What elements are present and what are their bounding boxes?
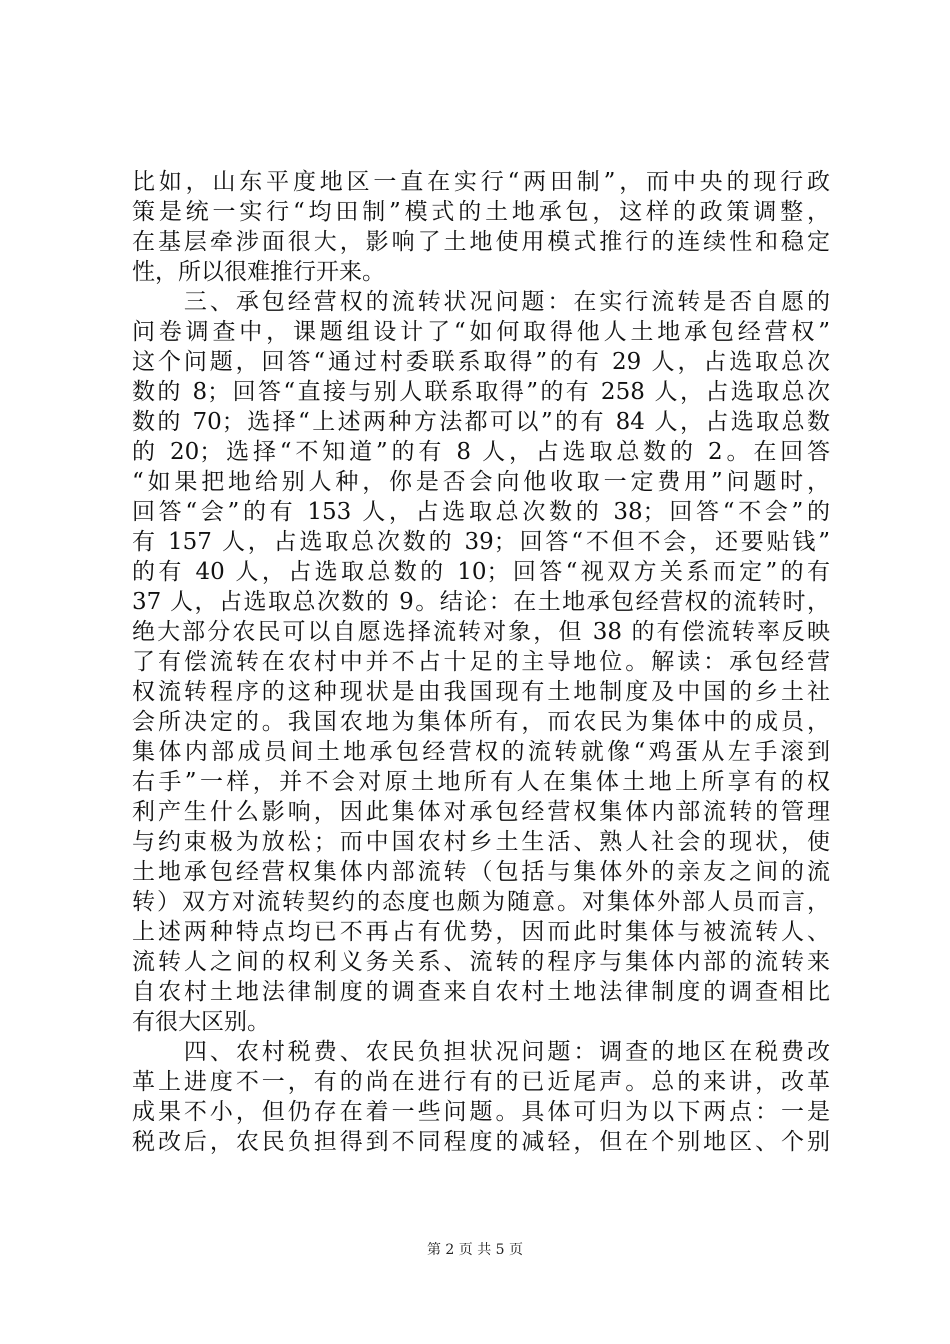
text-line: 的 20；选择“不知道”的有 8 人，占选取总数的 2。在回答 — [132, 439, 830, 465]
text-line: 自农村土地法律制度的调查来自农村土地法律制度的调查相比 — [132, 979, 830, 1005]
text-line: 流转人之间的权利义务关系、流转的程序与集体内部的流转来 — [132, 949, 830, 975]
text-line: 回答“会”的有 153 人，占选取总次数的 38；回答“不会”的 — [132, 499, 830, 525]
text-line: 在基层牵涉面很大，影响了土地使用模式推行的连续性和稳定 — [132, 229, 830, 255]
text-line: 策是统一实行“均田制”模式的土地承包，这样的政策调整， — [132, 199, 830, 225]
text-line: 土地承包经营权集体内部流转（包括与集体外的亲友之间的流 — [132, 859, 830, 885]
body-text — [132, 167, 830, 1157]
text-line: 有 157 人，占选取总次数的 39；回答“不但不会，还要贴钱” — [132, 529, 830, 555]
text-line: 会所决定的。我国农地为集体所有，而农民为集体中的成员， — [132, 709, 830, 735]
text-line: 成果不小，但仍存在着一些问题。具体可归为以下两点：一是 — [132, 1099, 830, 1125]
text-line: 税改后，农民负担得到不同程度的减轻，但在个别地区、个别 — [132, 1129, 830, 1155]
text-line: 上述两种特点均已不再占有优势，因而此时集体与被流转人、 — [132, 919, 830, 945]
text-line: “如果把地给别人种，你是否会向他收取一定费用”问题时， — [132, 469, 830, 495]
text-line: 转）双方对流转契约的态度也颇为随意。对集体外部人员而言， — [132, 889, 830, 915]
text-line: 革上进度不一，有的尚在进行有的已近尾声。总的来讲，改革 — [132, 1069, 830, 1095]
page-footer: 第 2 页 共 5 页 — [426, 1242, 524, 1258]
text-line: 集体内部成员间土地承包经营权的流转就像“鸡蛋从左手滚到 — [132, 739, 830, 765]
text-line: 37 人，占选取总次数的 9。结论：在土地承包经营权的流转时， — [132, 589, 830, 615]
text-line: 数的 70；选择“上述两种方法都可以”的有 84 人，占选取总数 — [132, 409, 830, 435]
text-line: 问卷调查中，课题组设计了“如何取得他人土地承包经营权” — [132, 319, 830, 345]
text-line: 的有 40 人，占选取总数的 10；回答“视双方关系而定”的有 — [132, 559, 830, 585]
text-line: 四、农村税费、农民负担状况问题：调查的地区在税费改 — [132, 1039, 830, 1065]
text-line: 与约束极为放松；而中国农村乡土生活、熟人社会的现状，使 — [132, 829, 830, 855]
text-line: 了有偿流转在农村中并不占十足的主导地位。解读：承包经营 — [132, 649, 830, 675]
text-line: 这个问题，回答“通过村委联系取得”的有 29 人，占选取总次 — [132, 349, 830, 375]
text-line: 比如，山东平度地区一直在实行“两田制”，而中央的现行政 — [132, 169, 830, 195]
text-line: 数的 8；回答“直接与别人联系取得”的有 258 人，占选取总次 — [132, 379, 830, 405]
text-line: 利产生什么影响，因此集体对承包经营权集体内部流转的管理 — [132, 799, 830, 825]
text-line: 有很大区别。 — [132, 1009, 270, 1035]
text-line: 权流转程序的这种现状是由我国现有土地制度及中国的乡土社 — [132, 679, 830, 705]
text-line: 绝大部分农民可以自愿选择流转对象，但 38 的有偿流转率反映 — [132, 619, 830, 645]
text-line: 右手”一样，并不会对原土地所有人在集体土地上所享有的权 — [132, 769, 830, 795]
text-line: 性，所以很难推行开来。 — [132, 259, 385, 285]
text-line: 三、承包经营权的流转状况问题：在实行流转是否自愿的 — [132, 289, 830, 315]
